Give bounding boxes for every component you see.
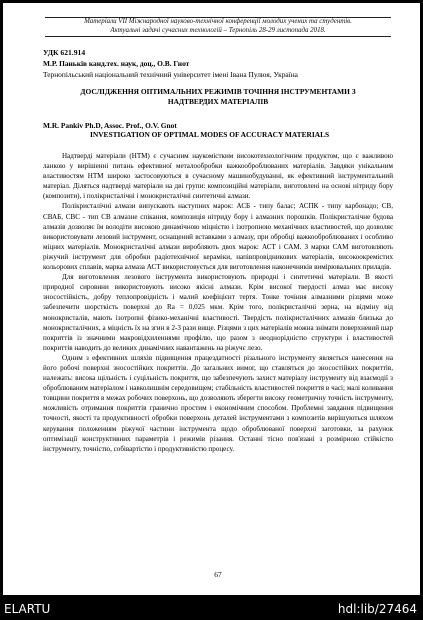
- paragraph-2: Полікристалічні алмази випускають наступних марок: АСБ - типу балас; АСПК - типу карбонадо; СВ, СВАБ, СВС - тип СВ алмазне спікання, композиція нітриду бору і алмазних порошків. Полікристалічне будова алмазів дозволяє їм володіти високою динамічною міцністю і ізотропною механічних властивостей, що дозволяє використовувати лезовий інструмент, оснащений вставками з алмазу, при обробці важкооброблюваних і особливо міцних матеріалів. Монокристалічні алмази виробляють двох марок: АСТ і САМ. З марки САМ виготовляють ріжучий інструмент для обробки радіотехнічної кераміки, напівпровідникових матеріалів, високоокремістих кольорових сплавів, марка алмаза АСТ використовується для виготовлення наконечників вимірювальних приладів.: [43, 202, 393, 272]
- conference-header: Матеріали VІІ Міжнародної науково-технічної конференції молодих учених та студентів.: [84, 18, 352, 25]
- header-rule-bottom: [45, 36, 391, 37]
- paragraph-4: Одним з ефективних шляхів підвищення працездатності різального інструменту являється нанесення на його робочі поверхні зносостійких покриттів. До загальних вимог, що ставляться до зносостійких покриттів, належать: висока щільність і суцільність покриття, що забезпечують захист матеріалу інструменту від взаємодії з оброблюваним матеріалом і навколишнім середовищем; стабільність властивостей покриття в часі; малі коливання товщини покриття в межах робочих поверхонь, що дозволяють зберегти високу геометричну точність інструменту, можливість отримання покриттів гранично простим і економічним способом. Проблемні завдання підвищення точності, якості та продуктивності обробки поверхонь деталей інструментами з композитів вирішуються шляхом керування положенням ріжучої частини інструмента щодо оброблюваної поверхні заготовки, за рахунок оптимізації конструктивних параметрів і режимів різання. Останні тісно пов'язані з розмірною стійкістю інструменту, точністю, собівартістю і продуктивністю процесу.: [43, 353, 393, 453]
- page-number: 67: [214, 570, 222, 579]
- conference-topic-header: Актуальні задачі сучасних технологій – Тернопіль 28-29 листопада 2018.: [110, 27, 326, 34]
- authors-ua: М.Р. Паньків канд.тех. наук, доц., О.В. Гнот: [43, 59, 190, 68]
- paragraph-1: Надтверді матеріали (НТМ) є сучасним наукомістким високотехнологічним продуктом, що є важливою ланкою у вирішенні питань ефективної металообробки важкооброблюваних матеріалів. Завдяки унікальним властивостям НТМ широко застосовуються в сучасному машинобудуванні, як ефективний інструментальний матеріал. Діляться надтверді матеріали на дві групи: композиційні матеріали, виготовлені на основі нітриду бору (композити), і полікристалічні і монокристалічні синтетичні алмази.: [43, 152, 393, 201]
- title-en: INVESTIGATION OF OPTIMAL MODES OF ACCURACY MATERIALS: [90, 130, 330, 139]
- repository-name: ELARTU: [4, 602, 51, 616]
- authors-en: M.R. Pankiv Ph.D, Assoc. Prof., O.V. Gnot: [43, 121, 177, 130]
- udc-code: УДК 621.914: [43, 48, 86, 57]
- paragraph-3: Для виготовлення лезового інструмента використовують природні і синтетичні матеріали. В якості природної сировини використовують високо якісні алмази. Крім високої твердості алмаз має високу зносостійкість, добру теплопровідність і малий коефіцієнт тертя. Тонке точіння алмазними різцями може забезпечити шорсткість поверхні до Ra = 0,025 мкм. Крім того, полікристалічні зерна, на відміну від монокристалів, мають ізотропні фізико-механічні властивості. Твердість полікристалічних алмазів близька до монокристалічних, а міцність їх на згин в 2-3 рази вище. Різцями з цих матеріалів можна знімати поверхневий шар покриттів із значними макровідхиленнями профілю, що разом з неоднорідністю структури і властивостей покриттів наводить до великих динамічних навантажень на ріжучє лезо.: [43, 273, 393, 352]
- repository-footer: [0, 598, 423, 620]
- affiliation-ua: Тернопільський національний технічний університет імені Івана Пулюя, Україна: [43, 70, 298, 79]
- article-body: [43, 151, 393, 454]
- paper-page: [3, 3, 420, 595]
- handle-id: hdl:lib/27464: [337, 602, 417, 616]
- title-ua-line-2: НАДТВЕРДИХ МАТЕРІАЛІВ: [167, 97, 269, 106]
- title-ua-line-1: ДОСЛІДЖЕННЯ ОПТИМАЛЬНИХ РЕЖИМІВ ТОЧІННЯ ІНСТРУМЕНТАМИ З: [80, 87, 356, 96]
